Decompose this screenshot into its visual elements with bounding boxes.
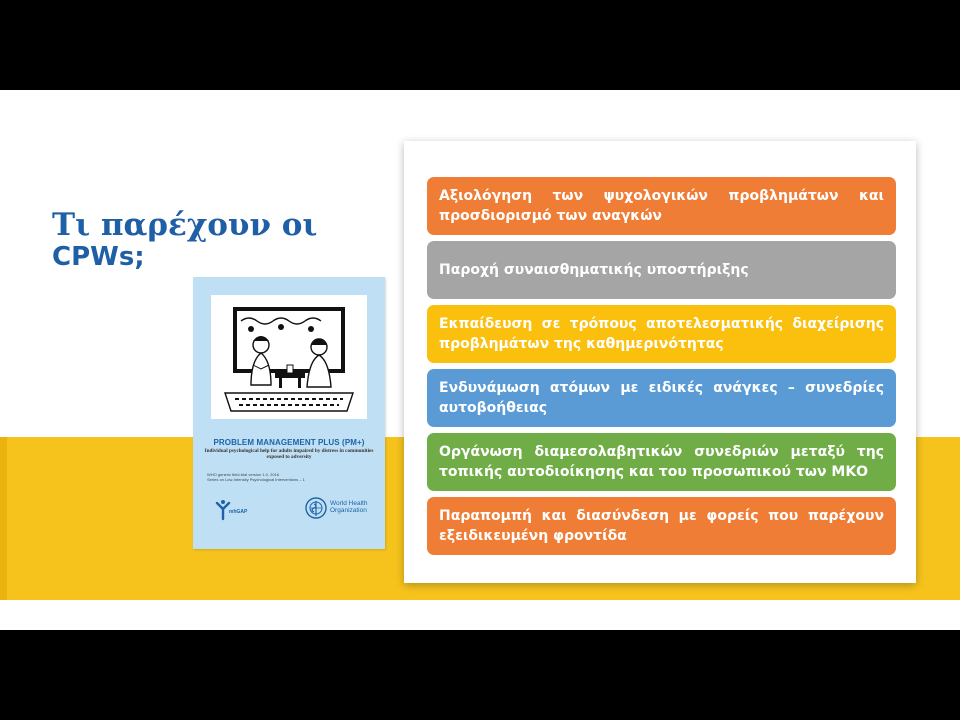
slide-title-line1: Τι παρέχουν οι	[52, 207, 318, 243]
slide-title	[52, 208, 352, 272]
service-item-text: Οργάνωση διαμεσολαβητικών συνεδριών μεταξύ της τοπικής αυτοδιοίκησης και του προσωπικού των ΜΚΟ	[439, 444, 884, 480]
mhgap-label: mhGAP	[229, 509, 248, 515]
services-list	[427, 177, 896, 561]
service-item-text: Αξιολόγηση των ψυχολογικών προβλημάτων και προσδιορισμό των αναγκών	[439, 188, 884, 224]
service-item-training	[427, 305, 896, 363]
slide	[0, 90, 960, 630]
book-cover-illustration	[211, 295, 367, 419]
book-cover-title: PROBLEM MANAGEMENT PLUS (PM+)	[213, 438, 365, 447]
service-item-mediation	[427, 433, 896, 491]
service-item-emotional-support	[427, 241, 896, 299]
service-item-text: Παραπομπή και διασύνδεση με φορείς που παρέχουν εξειδικευμένη φροντίδα	[439, 508, 884, 544]
yellow-band-edge	[0, 437, 7, 600]
service-item-text: Εκπαίδευση σε τρόπους αποτελεσματικής διαχείρισης προβλημάτων της καθημερινότητας	[439, 316, 884, 352]
service-item-referral	[427, 497, 896, 555]
service-item-assessment	[427, 177, 896, 235]
slide-title-question-mark: ;	[134, 241, 145, 272]
service-item-text: Ενδυνάμωση ατόμων με ειδικές ανάγκες – συνεδρίες αυτοβοήθειας	[439, 380, 884, 416]
who-name-line1: World Health	[330, 500, 368, 507]
book-cover-series: WHO generic field-trial version 1.0, 2016 Series on Low-Intensity Psychological Interventions – 1	[207, 472, 305, 483]
service-item-text: Παροχή συναισθηματικής υποστήριξης	[439, 262, 749, 278]
services-panel	[404, 141, 916, 583]
who-name	[330, 500, 367, 515]
slide-title-line2	[52, 243, 352, 272]
who-emblem-icon	[305, 497, 327, 519]
book-cover-image	[193, 277, 385, 549]
book-cover-subtitle: Individual psychological help for adults impaired by distress in communities exposed to adversity	[204, 448, 374, 461]
service-item-empowerment	[427, 369, 896, 427]
who-name-line2: Organization	[330, 507, 367, 515]
slide-title-cpws: CPWs	[52, 241, 135, 272]
